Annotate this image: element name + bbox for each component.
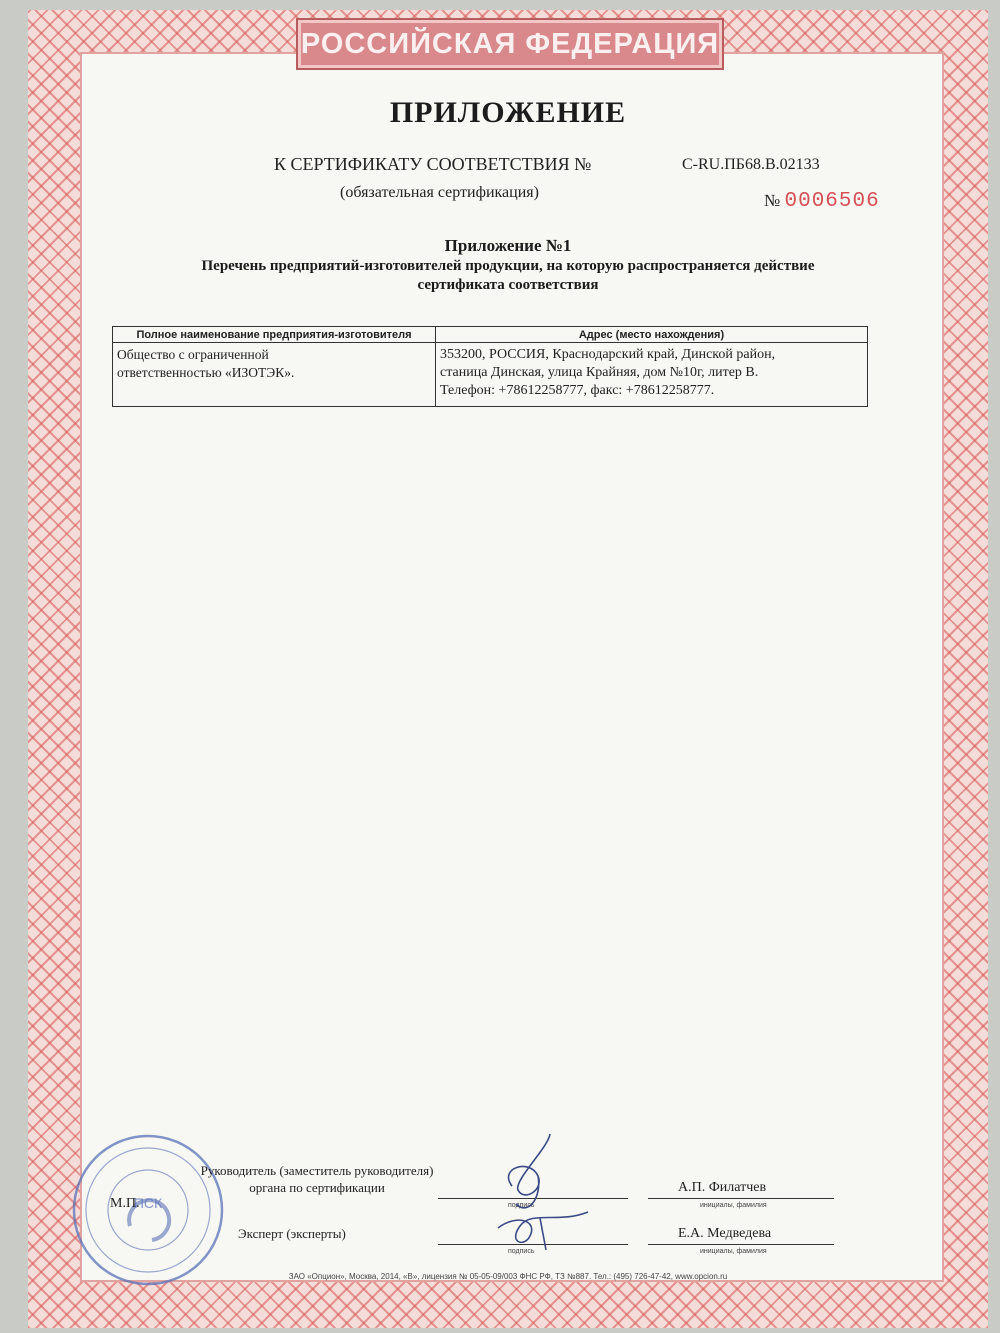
appendix-number: Приложение №1 bbox=[444, 236, 572, 255]
certificate-number: C-RU.ПБ68.В.02133 bbox=[682, 156, 820, 173]
manufacturers-table bbox=[112, 326, 868, 407]
serial-digits: 0006506 bbox=[784, 190, 880, 213]
head-signature-label bbox=[172, 1162, 462, 1196]
expert-name-caption: инициалы, фамилия bbox=[700, 1248, 767, 1255]
mp-label: М.П. bbox=[110, 1196, 140, 1211]
head-name-line bbox=[648, 1198, 834, 1199]
certificate-sheet bbox=[28, 10, 988, 1328]
serial-prefix: № bbox=[764, 191, 781, 210]
document-title: ПРИЛОЖЕНИЕ bbox=[389, 96, 627, 129]
head-label-line: Руководитель (заместитель руководителя) bbox=[200, 1163, 434, 1178]
country-banner-text: РОССИЙСКАЯ ФЕДЕРАЦИЯ bbox=[300, 27, 720, 60]
manufacturer-address-cell bbox=[436, 343, 868, 407]
address-line: Телефон: +78612258777, факс: +78612258777. bbox=[440, 383, 715, 398]
country-banner bbox=[296, 18, 724, 70]
head-signature-caption: подпись bbox=[508, 1202, 535, 1209]
head-label-line: органа по сертификации bbox=[249, 1180, 385, 1195]
appendix-description: Перечень предприятий-изготовителей продукции, на которую распространяется действие сертификата соответствия bbox=[201, 258, 815, 293]
address-line: станица Динская, улица Крайняя, дом №10г, литер В. bbox=[440, 365, 759, 380]
table-header-row bbox=[113, 327, 868, 343]
manufacturer-name-cell bbox=[113, 343, 436, 407]
stamp-center-text: ПСК bbox=[133, 1195, 163, 1211]
head-name: А.П. Филатчев bbox=[678, 1180, 767, 1195]
address-line: 353200, РОССИЯ, Краснодарский край, Динской район, bbox=[440, 347, 776, 362]
table-header-address: Адрес (место нахождения) bbox=[436, 327, 868, 343]
handwritten-signature-icon bbox=[468, 1128, 608, 1258]
expert-name-line bbox=[648, 1244, 834, 1245]
printer-footer: ЗАО «Опцион», Москва, 2014, «В», лицензия № 05-05-09/003 ФНС РФ, ТЗ №887. Тел.: (495) 726-47-42, www.opcion.ru bbox=[288, 1272, 728, 1281]
serial-number bbox=[764, 190, 880, 213]
certificate-subtitle: К СЕРТИФИКАТУ СООТВЕТСТВИЯ № bbox=[274, 154, 592, 174]
expert-label: Эксперт (эксперты) bbox=[238, 1226, 346, 1241]
head-name-caption: инициалы, фамилия bbox=[700, 1202, 767, 1209]
expert-name: Е.А. Медведева bbox=[678, 1226, 772, 1241]
manufacturer-name-line: ответственностью «ИЗОТЭК». bbox=[117, 365, 295, 380]
obligatory-note: (обязательная сертификация) bbox=[340, 184, 539, 201]
expert-signature-caption: подпись bbox=[508, 1248, 535, 1255]
certification-stamp-icon bbox=[68, 1130, 228, 1290]
table-header-name: Полное наименование предприятия-изготовителя bbox=[113, 327, 436, 343]
manufacturer-name-line: Общество с ограниченной bbox=[117, 347, 269, 362]
table-row bbox=[113, 343, 868, 407]
